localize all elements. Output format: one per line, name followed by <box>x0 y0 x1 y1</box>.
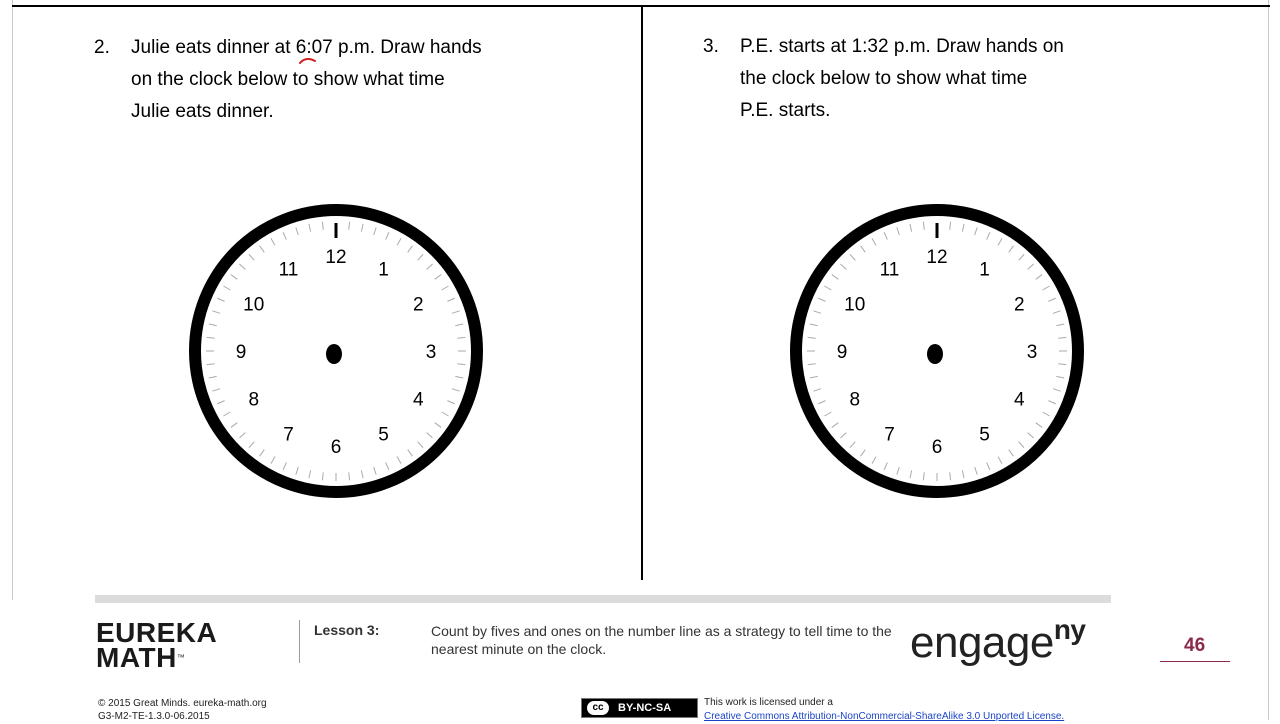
column-divider <box>641 5 643 580</box>
clock-center-dot <box>927 344 943 364</box>
problem-line: Julie eats dinner. <box>131 101 274 122</box>
clock-number: 8 <box>248 389 260 411</box>
problem-line: P.E. starts at 1:32 p.m. Draw hands on <box>740 36 1064 57</box>
trademark-symbol: ™ <box>176 653 186 662</box>
cc-badge-text: BY-NC-SA <box>618 702 672 714</box>
clock-number: 2 <box>1013 294 1025 316</box>
clock-number: 7 <box>283 424 294 446</box>
clock-number: 7 <box>884 424 895 446</box>
problem-text <box>740 31 1064 127</box>
clock-number: 11 <box>278 259 299 281</box>
page-right-edge <box>1268 0 1269 720</box>
clock-number: 3 <box>1026 342 1038 363</box>
page-number-underline <box>1160 661 1230 662</box>
problem-line: Julie eats dinner at 6:07 p.m. Draw hands <box>131 37 482 58</box>
clock-number: 12 <box>325 247 347 268</box>
clock-number: 12 <box>926 247 948 268</box>
clock-number: 5 <box>378 424 389 446</box>
document-code: G3-M2-TE-1.3.0-06.2015 <box>98 711 210 722</box>
page-number: 46 <box>1184 635 1206 656</box>
clock-number: 9 <box>836 342 848 363</box>
clock-number: 8 <box>849 389 861 411</box>
problem-number: 2. <box>94 37 110 58</box>
problem-text <box>131 32 482 128</box>
problem-line: on the clock below to show what time <box>131 69 445 90</box>
footer-bar <box>95 595 1111 603</box>
clock-number: 5 <box>979 424 990 446</box>
clock-number: 6 <box>330 437 342 458</box>
logo-line: EUREKA <box>96 617 218 648</box>
creative-commons-badge <box>581 698 698 718</box>
copyright-notice <box>98 697 267 723</box>
ink-annotation-mark <box>298 56 318 66</box>
footer-separator <box>299 620 300 663</box>
clock-number: 1 <box>378 259 389 281</box>
clock-center-dot <box>326 344 342 364</box>
page-left-edge <box>12 0 13 600</box>
clock-face <box>787 201 1087 501</box>
problem-line: P.E. starts. <box>740 100 831 121</box>
clock-number: 2 <box>412 294 424 316</box>
clock-number: 4 <box>1013 389 1025 411</box>
clock-number: 10 <box>243 294 265 316</box>
logo-line: MATH™ <box>96 642 186 673</box>
lesson-label: Lesson 3: <box>314 622 380 638</box>
problem-number: 3. <box>703 36 719 57</box>
copyright-line: © 2015 Great Minds. eureka-math.org <box>98 698 267 709</box>
clock-number: 10 <box>844 294 866 316</box>
clock-number: 4 <box>412 389 424 411</box>
clock-face <box>186 201 486 501</box>
eureka-math-logo <box>96 617 218 673</box>
lesson-description: Count by fives and ones on the number line as a strategy to tell time to the nearest minute on the clock. <box>431 623 892 657</box>
license-text: This work is licensed under a <box>704 697 833 708</box>
clock-number: 11 <box>879 259 900 281</box>
license-link[interactable]: Creative Commons Attribution-NonCommercial-ShareAlike 3.0 Unported License. <box>704 711 1065 722</box>
engageny-logo: engage$^{ny}$ <box>910 614 1086 667</box>
clock-number: 9 <box>235 342 247 363</box>
cc-icon: cc <box>587 701 609 715</box>
clock-number: 3 <box>425 342 437 363</box>
clock-number: 1 <box>979 259 990 281</box>
clock-number: 6 <box>931 437 943 458</box>
problem-line: the clock below to show what time <box>740 68 1028 89</box>
brand-superscript: ny <box>1053 614 1086 645</box>
